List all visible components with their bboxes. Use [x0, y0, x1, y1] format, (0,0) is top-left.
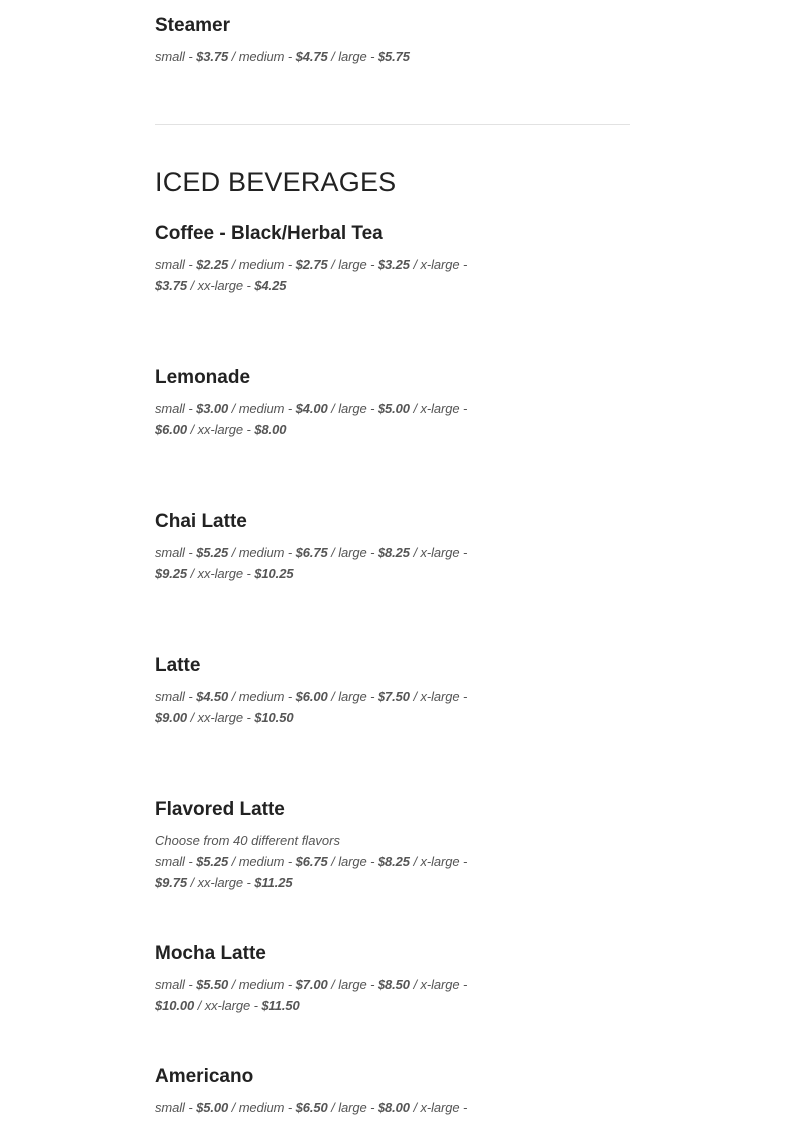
size-label: large [338, 854, 367, 869]
price-value: $6.75 [295, 545, 328, 560]
menu-item [155, 367, 485, 440]
price-value: $8.25 [377, 545, 410, 560]
item-name: Latte [155, 655, 201, 676]
size-label: large [338, 545, 367, 560]
size-label: large [338, 1100, 367, 1115]
price-value: $8.25 [377, 854, 410, 869]
price-value: $10.25 [254, 566, 294, 581]
price-value: $6.75 [295, 854, 328, 869]
price-value: $7.50 [377, 689, 410, 704]
price-value: $9.00 [155, 710, 188, 725]
item-description: Choose from 40 different flavors [155, 833, 340, 848]
size-label: medium [238, 1100, 285, 1115]
size-label: small [155, 689, 185, 704]
price-list: small - $3.75 / medium - $4.75 / large - $5.75 [155, 49, 410, 64]
item-name: Lemonade [155, 367, 251, 388]
price-list: small - $3.00 / medium - $4.00 / large - $5.00 / x-large - $6.00 / xx-large - $8.00 [155, 401, 468, 437]
price-value: $11.50 [261, 998, 300, 1013]
size-label: small [155, 49, 185, 64]
price-list: small - $2.25 / medium - $2.75 / large - $3.25 / x-large - $3.75 / xx-large - $4.25 [155, 257, 468, 293]
size-label: large [338, 401, 367, 416]
size-label: medium [238, 545, 285, 560]
price-value: $5.00 [196, 1100, 229, 1115]
price-value: $6.50 [295, 1100, 328, 1115]
price-list: small - $5.00 / medium - $6.50 / large - $8.00 / x-large - [155, 1100, 468, 1115]
size-label: large [338, 689, 367, 704]
price-value: $4.75 [295, 49, 328, 64]
size-label: medium [238, 401, 285, 416]
size-label: x-large [420, 854, 460, 869]
price-value: $3.00 [196, 401, 229, 416]
price-value: $8.00 [254, 422, 287, 437]
price-value: $9.75 [155, 875, 188, 890]
menu-item [155, 943, 485, 1016]
price-value: $5.25 [196, 545, 229, 560]
price-value: $7.00 [295, 977, 328, 992]
price-value: $10.00 [155, 998, 195, 1013]
price-value: $10.50 [254, 710, 294, 725]
price-list: small - $5.50 / medium - $7.00 / large - $8.50 / x-large - $10.00 / xx-large - $11.50 [155, 977, 468, 1013]
price-value: $6.00 [295, 689, 328, 704]
size-label: x-large [420, 1100, 460, 1115]
item-name: Coffee - Black/Herbal Tea [155, 223, 383, 244]
size-label: medium [238, 977, 285, 992]
size-label: xx-large [197, 875, 244, 890]
price-value: $5.50 [196, 977, 229, 992]
size-label: x-large [420, 545, 460, 560]
size-label: small [155, 977, 185, 992]
price-value: $2.75 [295, 257, 328, 272]
size-label: large [338, 257, 367, 272]
price-list: small - $4.50 / medium - $6.00 / large - $7.50 / x-large - $9.00 / xx-large - $10.50 [155, 689, 468, 725]
price-list: small - $5.25 / medium - $6.75 / large - $8.25 / x-large - $9.75 / xx-large - $11.25 [155, 854, 468, 890]
size-label: medium [238, 257, 285, 272]
item-name: Mocha Latte [155, 943, 266, 964]
price-value: $6.00 [155, 422, 188, 437]
section-divider [155, 124, 630, 125]
menu-item-steamer [155, 15, 485, 67]
size-label: xx-large [197, 710, 244, 725]
size-label: small [155, 257, 185, 272]
size-label: large [338, 977, 367, 992]
size-label: medium [238, 854, 285, 869]
price-value: $4.50 [196, 689, 229, 704]
price-list: small - $5.25 / medium - $6.75 / large - $8.25 / x-large - $9.25 / xx-large - $10.25 [155, 545, 468, 581]
size-label: xx-large [197, 422, 244, 437]
price-value: $4.25 [254, 278, 287, 293]
price-value: $3.25 [377, 257, 410, 272]
size-label: x-large [420, 977, 460, 992]
size-label: x-large [420, 401, 460, 416]
size-label: small [155, 401, 185, 416]
size-label: medium [238, 689, 285, 704]
price-value: $5.75 [377, 49, 410, 64]
menu-item [155, 799, 485, 893]
price-value: $9.25 [155, 566, 188, 581]
size-label: small [155, 545, 185, 560]
size-label: small [155, 854, 185, 869]
price-value: $2.25 [196, 257, 229, 272]
size-label: small [155, 1100, 185, 1115]
size-label: x-large [420, 689, 460, 704]
item-name: Steamer [155, 15, 230, 36]
section-title: ICED BEVERAGES [155, 167, 397, 197]
price-value: $8.00 [377, 1100, 410, 1115]
item-name: Flavored Latte [155, 799, 285, 820]
price-value: $4.00 [295, 401, 328, 416]
price-value: $8.50 [377, 977, 410, 992]
size-label: medium [238, 49, 285, 64]
price-value: $5.00 [377, 401, 410, 416]
size-label: xx-large [197, 278, 244, 293]
price-value: $3.75 [155, 278, 188, 293]
item-name: Chai Latte [155, 511, 247, 532]
menu-item [155, 511, 485, 584]
size-label: xx-large [197, 566, 244, 581]
item-name: Americano [155, 1066, 254, 1087]
price-value: $3.75 [196, 49, 229, 64]
size-label: x-large [420, 257, 460, 272]
menu-item [155, 1066, 485, 1118]
price-value: $11.25 [254, 875, 293, 890]
menu-item [155, 655, 485, 728]
price-value: $5.25 [196, 854, 229, 869]
size-label: xx-large [204, 998, 251, 1013]
menu-item [155, 223, 485, 296]
size-label: large [338, 49, 367, 64]
